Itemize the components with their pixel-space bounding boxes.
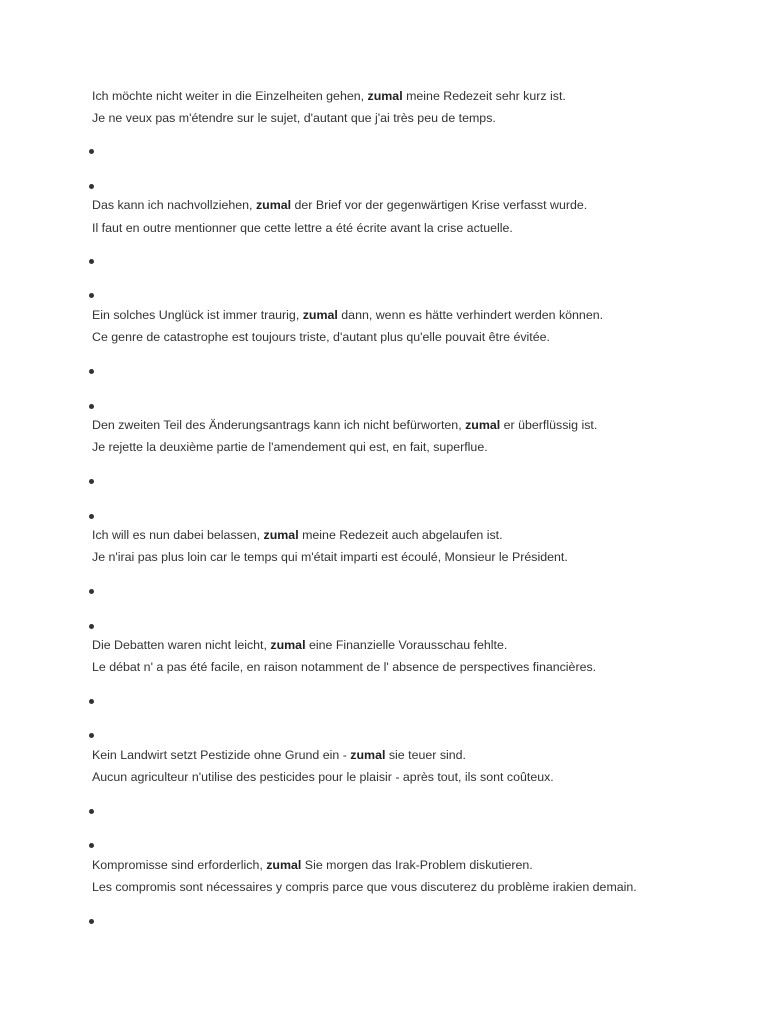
list-bullet: [89, 184, 94, 189]
german-text: Die Debatten waren nicht leicht,: [92, 638, 271, 652]
german-sentence: [92, 88, 566, 104]
empty-bullet: [89, 149, 94, 154]
keyword-highlight: zumal: [367, 89, 403, 103]
empty-bullet: [89, 919, 94, 924]
keyword-highlight: zumal: [255, 198, 292, 212]
list-bullet: [89, 624, 94, 629]
keyword-highlight: zumal: [270, 638, 306, 652]
keyword-highlight: zumal: [465, 418, 501, 432]
german-text: er überflüssig ist.: [500, 418, 598, 432]
keyword-highlight: zumal: [350, 748, 386, 762]
german-text: meine Redezeit sehr kurz ist.: [402, 89, 566, 103]
list-bullet: [89, 514, 94, 519]
german-text: sie teuer sind.: [385, 748, 466, 762]
german-text: Kompromisse sind erforderlich,: [92, 858, 267, 872]
empty-bullet: [89, 369, 94, 374]
german-sentence: [92, 637, 507, 653]
french-translation: Aucun agriculteur n'utilise des pesticides pour le plaisir - après tout, ils sont coûteux.: [92, 770, 554, 784]
keyword-highlight: zumal: [302, 308, 338, 322]
empty-bullet: [89, 589, 94, 594]
german-text: eine Finanzielle Vorausschau fehlte.: [305, 638, 508, 652]
french-translation: Je ne veux pas m'étendre sur le sujet, d'autant que j'ai très peu de temps.: [92, 111, 496, 125]
keyword-highlight: zumal: [263, 528, 299, 542]
empty-bullet: [89, 809, 94, 814]
german-text: meine Redezeit auch abgelaufen ist.: [298, 528, 503, 542]
german-sentence: [92, 747, 466, 763]
german-sentence: [92, 307, 603, 323]
french-translation: Je n'irai pas plus loin car le temps qui m'était imparti est écoulé, Monsieur le Président.: [92, 550, 568, 564]
german-text: Den zweiten Teil des Änderungsantrags kann ich nicht befürworten,: [92, 418, 466, 432]
german-text: dann, wenn es hätte verhindert werden können.: [337, 308, 604, 322]
german-text: der Brief vor der gegenwärtigen Krise verfasst wurde.: [291, 198, 588, 212]
empty-bullet: [89, 479, 94, 484]
german-text: Sie morgen das Irak-Problem diskutieren.: [301, 858, 533, 872]
french-translation: Il faut en outre mentionner que cette lettre a été écrite avant la crise actuelle.: [92, 221, 513, 235]
french-translation: Ce genre de catastrophe est toujours triste, d'autant plus qu'elle pouvait être évitée.: [92, 330, 550, 344]
list-bullet: [89, 733, 94, 738]
german-text: Ich möchte nicht weiter in die Einzelheiten gehen,: [92, 89, 368, 103]
list-bullet: [89, 843, 94, 848]
french-translation: Les compromis sont nécessaires y compris parce que vous discuterez du problème irakien demain.: [92, 880, 637, 894]
empty-bullet: [89, 699, 94, 704]
keyword-highlight: zumal: [266, 858, 302, 872]
german-sentence: [92, 197, 587, 213]
list-bullet: [89, 404, 94, 409]
german-text: Ich will es nun dabei belassen,: [92, 528, 264, 542]
german-text: Ein solches Unglück ist immer traurig,: [92, 308, 303, 322]
list-bullet: [89, 293, 94, 298]
empty-bullet: [89, 259, 94, 264]
german-text: Kein Landwirt setzt Pestizide ohne Grund ein -: [92, 748, 351, 762]
german-sentence: [92, 417, 597, 433]
french-translation: Le débat n' a pas été facile, en raison notamment de l' absence de perspectives financières.: [92, 660, 597, 674]
french-translation: Je rejette la deuxième partie de l'amendement qui est, en fait, superflue.: [92, 440, 488, 454]
german-text: Das kann ich nachvollziehen,: [92, 198, 256, 212]
german-sentence: [92, 527, 503, 543]
german-sentence: [92, 857, 533, 873]
